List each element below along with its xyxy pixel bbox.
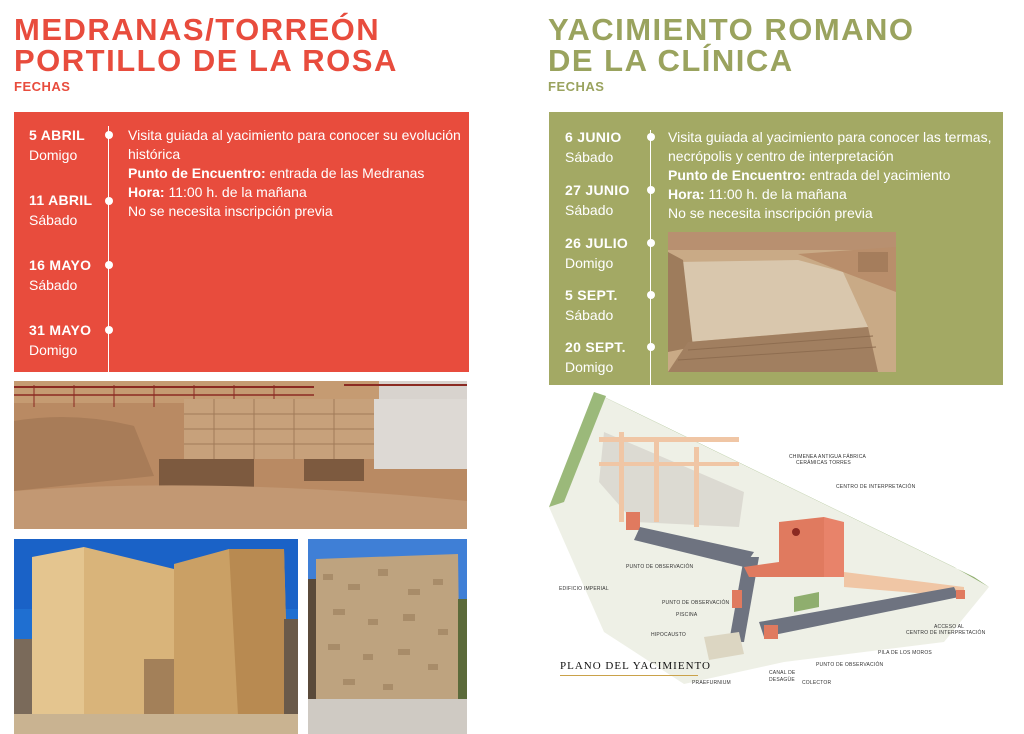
map-label-piscina: PISCINA — [676, 612, 698, 618]
registration-note: No se necesita inscripción previa — [128, 203, 333, 219]
right-timeline-dot — [647, 186, 655, 194]
left-title-line1: MEDRANAS/TORREÓN — [14, 12, 381, 47]
day-label: Domigo — [29, 342, 78, 358]
left-date-item — [29, 125, 85, 165]
map-title: PLANO DEL YACIMIENTO — [560, 660, 711, 672]
day-label: Domigo — [565, 255, 614, 271]
right-date-item — [565, 285, 618, 325]
tower-illustration — [14, 539, 298, 734]
left-timeline-dot — [105, 261, 113, 269]
left-visit-info — [128, 126, 463, 221]
left-timeline-dot — [105, 131, 113, 139]
day-label: Sábado — [565, 202, 614, 218]
time-label: Hora: — [668, 186, 705, 202]
date-label: 6 JUNIO — [565, 129, 622, 145]
map-label-canal-2: DESAGÜE — [769, 677, 795, 683]
excavation-illustration — [14, 381, 467, 529]
day-label: Sábado — [565, 307, 614, 323]
left-timeline-dot — [105, 326, 113, 334]
day-label: Sábado — [29, 277, 78, 293]
time-value: 11:00 h. de la mañana — [164, 184, 307, 200]
left-timeline-dot — [105, 197, 113, 205]
meeting-point — [128, 164, 463, 183]
site-plan-map — [544, 392, 994, 684]
map-label-pila: PILA DE LOS MOROS — [878, 650, 932, 656]
map-label-hipocausto: HIPOCAUSTO — [651, 632, 686, 638]
map-label-acceso: ACCESO AL — [934, 624, 965, 630]
wall-illustration — [308, 539, 467, 734]
map-label-chimenea: CHIMENEA ANTIGUA FÁBRICA — [789, 454, 867, 460]
right-date-item — [565, 180, 630, 220]
right-date-item — [565, 337, 626, 377]
map-title-underline — [560, 675, 698, 676]
meeting-value: entrada de las Medranas — [265, 165, 425, 181]
visit-time — [668, 185, 998, 204]
medranas-excavation-photo — [14, 381, 467, 529]
visit-description: Visita guiada al yacimiento para conocer su evolución histórica — [128, 127, 461, 162]
right-fechas-label: FECHAS — [548, 79, 605, 94]
date-label: 5 ABRIL — [29, 127, 86, 143]
right-timeline-dot — [647, 239, 655, 247]
registration-note: No se necesita inscripción previa — [668, 205, 873, 221]
date-label: 26 JULIO — [565, 235, 629, 251]
day-label: Sábado — [29, 212, 78, 228]
map-label-colector: COLECTOR — [802, 680, 832, 686]
map-label-acceso-2: CENTRO DE INTERPRETACIÓN — [906, 630, 986, 636]
map-label-canal: CANAL DE — [769, 670, 796, 676]
right-title-line2: DE LA CLÍNICA — [548, 43, 794, 78]
left-dates-panel — [14, 112, 469, 372]
site-plan-drawing — [544, 392, 994, 684]
date-label: 5 SEPT. — [565, 287, 618, 303]
right-dates-panel — [549, 112, 1003, 385]
meeting-value: entrada del yacimiento — [805, 167, 951, 183]
right-timeline-dot — [647, 291, 655, 299]
map-label-chimenea-2: CERÁMICAS TORRES — [796, 460, 851, 466]
left-date-item — [29, 190, 92, 230]
date-label: 20 SEPT. — [565, 339, 626, 355]
time-label: Hora: — [128, 184, 165, 200]
left-timeline-line — [108, 126, 109, 372]
date-label: 27 JUNIO — [565, 182, 630, 198]
meeting-label: Punto de Encuentro: — [128, 165, 266, 181]
map-label-centro: CENTRO DE INTERPRETACIÓN — [836, 484, 916, 490]
torreon-photo — [14, 539, 298, 734]
roman-site-illustration — [668, 232, 896, 372]
date-label: 16 MAYO — [29, 257, 92, 273]
day-label: Sábado — [565, 149, 614, 165]
right-date-item — [565, 127, 622, 167]
map-label-punto-1: PUNTO DE OBSERVACIÓN — [626, 564, 694, 570]
map-label-punto-3: PUNTO DE OBSERVACIÓN — [816, 662, 884, 668]
clinica-site-photo — [668, 232, 896, 372]
wall-photo — [308, 539, 467, 734]
time-value: 11:00 h. de la mañana — [704, 186, 847, 202]
left-fechas-label: FECHAS — [14, 79, 71, 94]
visit-description: Visita guiada al yacimiento para conocer las termas, necrópolis y centro de interpretación — [668, 129, 992, 164]
left-date-item — [29, 320, 91, 360]
map-label-praefurnium: PRAEFURNIUM — [692, 680, 731, 686]
map-label-edificio: EDIFICIO IMPERIAL — [559, 586, 609, 592]
right-timeline-dot — [647, 133, 655, 141]
day-label: Domigo — [565, 359, 614, 375]
right-visit-info — [668, 128, 998, 223]
right-timeline-dot — [647, 343, 655, 351]
right-title-line1: YACIMIENTO ROMANO — [548, 12, 915, 47]
day-label: Domigo — [29, 147, 78, 163]
right-date-item — [565, 233, 628, 273]
map-label-punto-2: PUNTO DE OBSERVACIÓN — [662, 600, 730, 606]
date-label: 31 MAYO — [29, 322, 92, 338]
meeting-point — [668, 166, 998, 185]
left-title-line2: PORTILLO DE LA ROSA — [14, 43, 398, 78]
visit-time — [128, 183, 463, 202]
date-label: 11 ABRIL — [29, 192, 93, 208]
left-date-item — [29, 255, 91, 295]
meeting-label: Punto de Encuentro: — [668, 167, 806, 183]
